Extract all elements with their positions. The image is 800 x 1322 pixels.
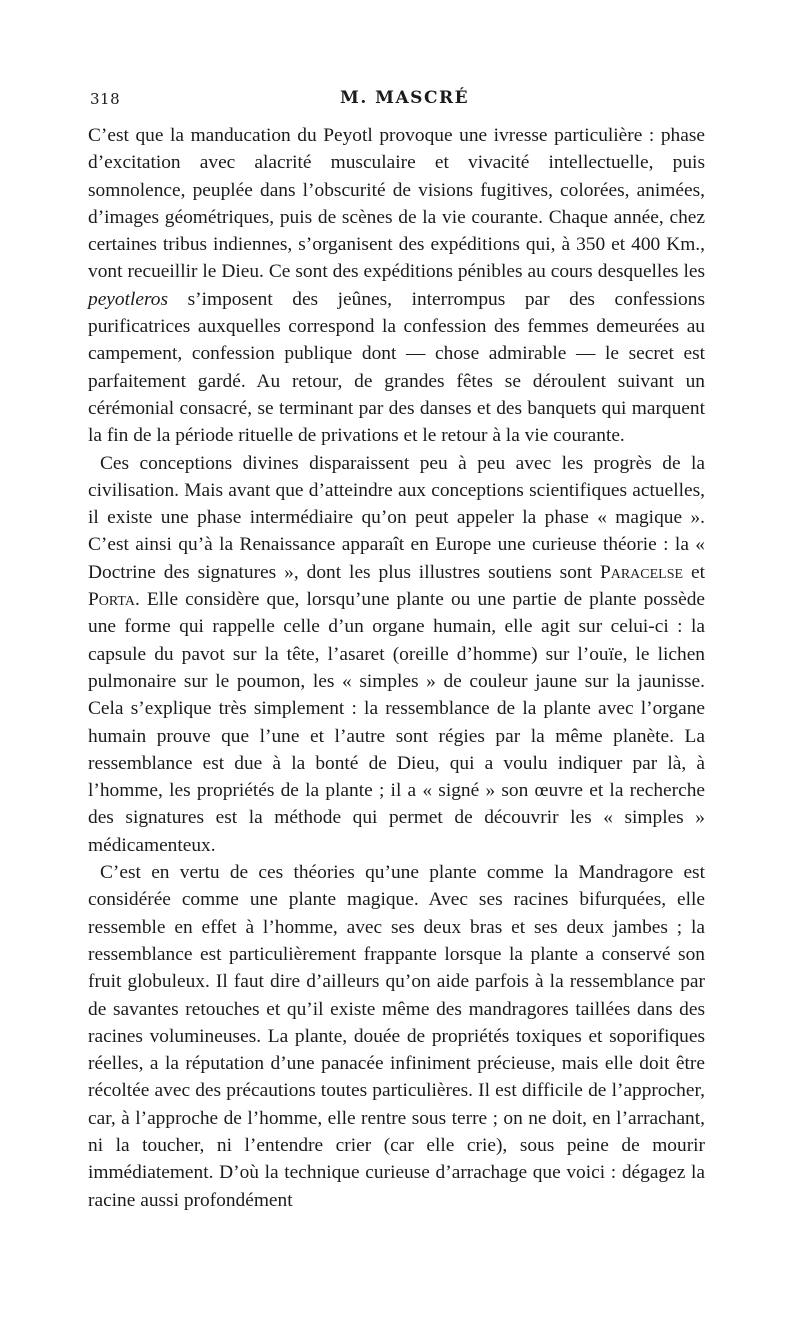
paragraph-1 <box>88 122 705 450</box>
author-name-paracelse: Paracelse <box>599 561 684 583</box>
paragraph-2-text-a: Ces conceptions divines disparaissent peu à peu avec les progrès de la civilisation. Mais avant que d’atteindre aux conceptions scientifiques actuelles, il existe une phase intermédiaire qu’on peut appeler la phase « magique ». C’est ainsi qu’à la Renaissance apparaît en Europe une curieuse théorie : la « Doctrine des signatures », dont les plus illustres soutiens sont <box>88 452 705 583</box>
paragraph-2-text-b: et <box>683 561 706 583</box>
paragraph-2-text-c: . Elle considère que, lorsqu’une plante ou une partie de plante possède une forme qui rappelle celle d’un organe humain, elle agit sur celui-ci : la capsule du pavot sur la tête, l’asaret (oreille d’homme) sur l’ouïe, le lichen pulmonaire sur le poumon, les « simples » de couleur jaune sur la jaunisse. Cela s’explique très simplement : la ressemblance de la plante avec l’organe humain prouve que l’une et l’autre sont régies par la même planète. La ressemblance est due à la bonté de Dieu, qui a voulu indiquer par là, à l’homme, les propriétés de la plante ; il a « signé » son œuvre et la recherche des signatures est la méthode qui permet de découvrir les « simples » médicamenteux. <box>88 589 705 856</box>
paragraph-1-text-a: C’est que la manducation du Peyotl provoque une ivresse particulière : phase d’excitation avec alacrité musculaire et vivacité intellectuelle, puis somnolence, peuplée dans l’obscurité de visions fugitives, colorées, animées, d’images géométriques, puis de scènes de la vie courante. Chaque année, chez certaines tribus indiennes, s’organisent des expéditions qui, à 350 et 400 Km., vont recueillir le Dieu. Ce sont des expéditions pénibles au cours desquelles les <box>88 125 705 283</box>
running-title: M. MASCRÉ <box>340 88 470 108</box>
document-page <box>88 88 705 1248</box>
paragraph-3 <box>88 859 705 1214</box>
paragraph-1-italic-term: peyotleros <box>88 288 169 310</box>
paragraph-3-text: C’est en vertu de ces théories qu’une plante comme la Mandragore est considérée comme une plante magique. Avec ses racines bifurquées, elle ressemble en effet à l’homme, avec ses deux bras et ses deux jambes ; la ressemblance est particulièrement frappante lorsque la plante a conservé son fruit globuleux. Il faut dire d’ailleurs qu’on aide parfois à la ressemblance par de savantes retouches et qu’il existe même des mandragores taillées dans des racines volumineuses. La plante, douée de propriétés toxiques et soporifiques réelles, a la réputation d’une panacée infiniment précieuse, mais elle doit être récoltée avec des précautions toutes particulières. Il est difficile de l’approcher, car, à l’approche de l’homme, elle rentre sous terre ; on ne doit, en l’arrachant, ni la toucher, ni l’entendre crier (car elle crie), sous peine de mourir immédiatement. D’où la technique curieuse d’arrachage que voici : dégagez la racine aussi profondément <box>88 862 705 1211</box>
paragraph-2 <box>88 450 705 859</box>
page-header <box>88 88 705 114</box>
author-name-porta: Porta <box>88 589 135 611</box>
paragraph-1-text-b: s’imposent des jeûnes, interrompus par des confessions purificatrices auxquelles correspond la confession des femmes demeurées au campement, confession publique dont — chose admirable — le secret est parfaitement gardé. Au retour, de grandes fêtes se déroulent suivant un cérémonial consacré, se terminant par des danses et des banquets qui marquent la fin de la période rituelle de privations et le retour à la vie courante. <box>88 288 705 447</box>
page-number: 318 <box>90 90 121 108</box>
body-text <box>88 122 705 1214</box>
